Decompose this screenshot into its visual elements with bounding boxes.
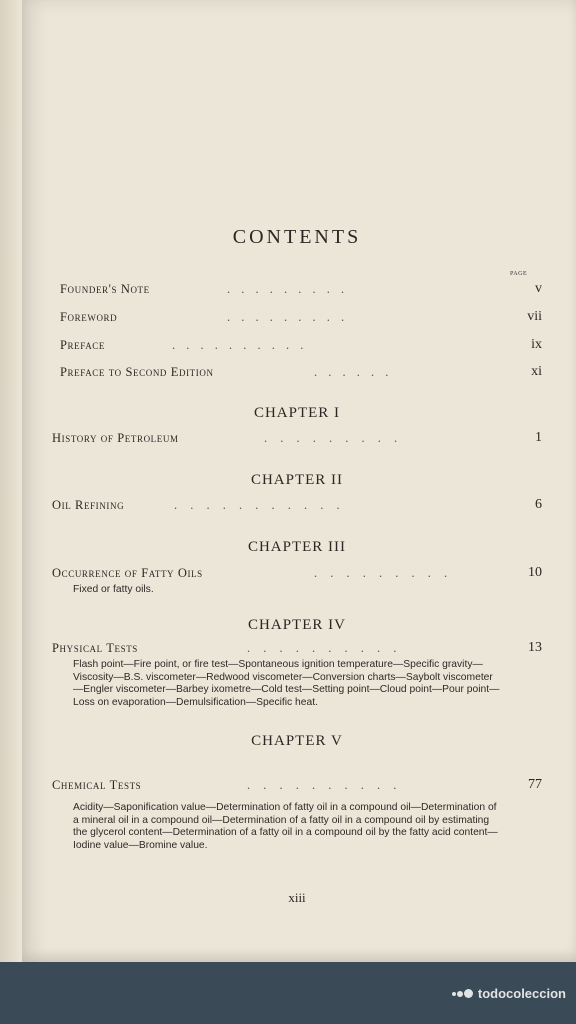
entry-label: Preface (60, 338, 105, 352)
chapter-description: Flash point—Fire point, or fire test—Spontaneous ignition temperature—Specific gravity—Viscosity—B.S. viscometer—Redwood viscometer—Conversion charts—Saybolt viscometer—Engler viscometer—Barbey ixometre—Cold test—Setting point—Cloud point—Pour point—Loss on evaporation—Demulsification—Specific heat. (73, 659, 500, 708)
chapter-entry (52, 566, 542, 586)
toc-entry-preface (52, 338, 542, 356)
entry-label: Foreword (60, 310, 118, 324)
chapter-description: Fixed or fatty oils. (73, 584, 154, 595)
chapter-page-number: 13 (528, 640, 542, 655)
page-column-label: PAGE (510, 271, 528, 277)
chapter-title: Oil Refining (52, 498, 125, 512)
leader-dots: . . . . . . (314, 365, 393, 379)
leader-dots: . . . . . . . . . (314, 566, 453, 580)
watermark (452, 986, 566, 1001)
chapter-title: Occurrence of Fatty Oils (52, 566, 203, 580)
entry-page-number: xi (531, 364, 542, 379)
chapter-entry (52, 641, 542, 661)
chapter-page-number: 1 (535, 430, 542, 445)
entry-page-number: ix (531, 337, 542, 352)
watermark-logo-icon (452, 989, 474, 998)
chapter-page-number: 6 (535, 497, 542, 512)
chapter-heading: CHAPTER II (250, 472, 344, 488)
chapter-heading: CHAPTER IV (248, 617, 346, 633)
chapter-entry (52, 431, 542, 451)
chapter-title: History of Petroleum (52, 431, 179, 445)
leader-dots: . . . . . . . . . . (247, 641, 402, 655)
chapter-entry (52, 498, 542, 518)
entry-label: Founder's Note (60, 282, 150, 296)
watermark-text: todocoleccion (477, 986, 566, 1001)
leader-dots: . . . . . . . . . (227, 282, 349, 296)
chapter-heading: CHAPTER V (251, 733, 343, 749)
toc-entry-foreword (52, 310, 542, 328)
entry-label: Preface to Second Edition (60, 365, 214, 379)
toc-entry-founders-note (52, 282, 542, 300)
leader-dots: . . . . . . . . . . (172, 338, 308, 352)
leader-dots: . . . . . . . . . (264, 431, 403, 445)
entry-page-number: v (535, 281, 542, 296)
entry-page-number: vii (527, 309, 542, 324)
chapter-heading: CHAPTER I (253, 405, 341, 421)
chapter-page-number: 10 (528, 565, 542, 580)
chapter-entry (52, 778, 542, 798)
leader-dots: . . . . . . . . . (227, 310, 349, 324)
chapter-heading: CHAPTER III (247, 539, 347, 555)
chapter-page-number: 77 (528, 777, 542, 792)
toc-entry-preface-second-edition (52, 365, 542, 383)
chapter-title: Physical Tests (52, 641, 138, 655)
chapter-description: Acidity—Saponification value—Determination of fatty oil in a compound oil—Determination of a mineral oil in a compound oil—Determination of a fatty oil in a compound oil by estimating the glycerol content—Determination of a fatty oil in a compound oil by the fatty acid content—Iodine value—Bromine value. (73, 802, 498, 851)
contents-title: CONTENTS (232, 226, 362, 248)
leader-dots: . . . . . . . . . . . (174, 498, 345, 512)
leader-dots: . . . . . . . . . . (247, 778, 402, 792)
chapter-title: Chemical Tests (52, 778, 142, 792)
page-folio-number: xiii (288, 890, 306, 905)
